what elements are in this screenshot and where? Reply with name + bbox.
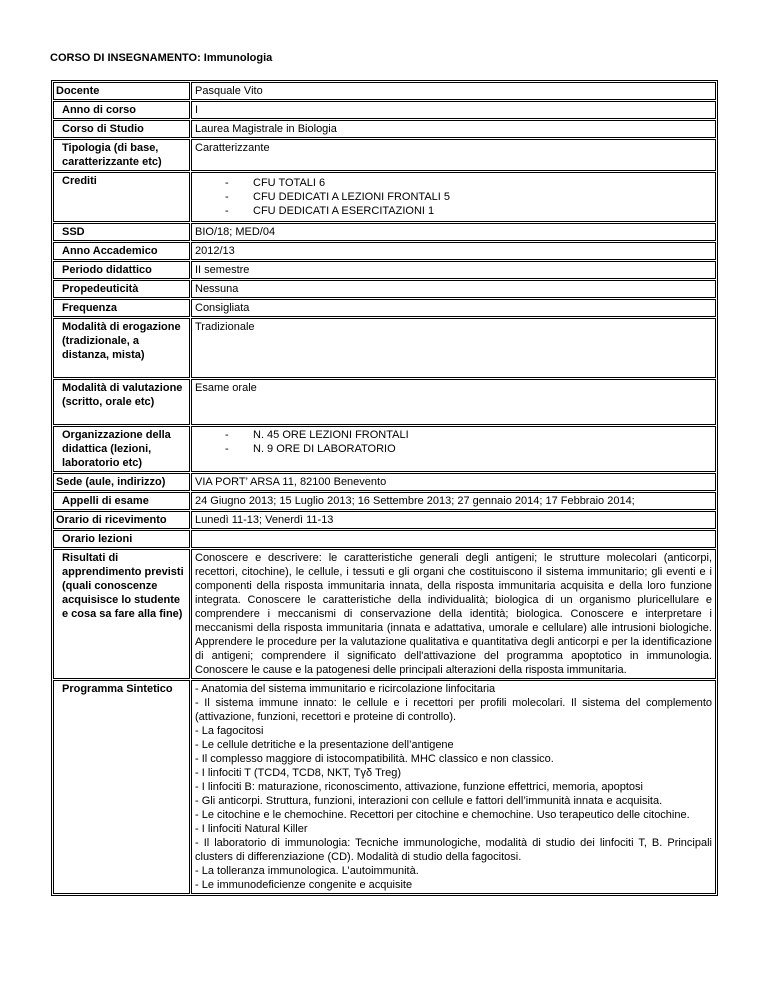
label-appelli: Appelli di esame [53, 492, 190, 510]
list-item: - Anatomia del sistema immunitario e ricircolazione linfocitaria [195, 683, 496, 695]
row-anno-corso [53, 101, 716, 119]
value-erogazione: Tradizionale [191, 318, 716, 378]
label-anno-corso: Anno di corso [53, 101, 190, 119]
row-ricevimento [53, 511, 716, 529]
value-periodo: II semestre [191, 261, 716, 279]
label-docente: Docente [53, 82, 190, 100]
value-ricevimento: Lunedì 11-13; Venerdì 11-13 [191, 511, 716, 529]
value-orario-lezioni [191, 530, 716, 548]
label-valutazione: Modalità di valutazione (scritto, orale etc) [53, 379, 190, 425]
value-organizzazione [191, 426, 716, 472]
list-item: - CFU TOTALI 6 [225, 176, 712, 190]
list-item: - Il laboratorio di immunologia: Tecniche immunologiche, modalità di studio dei linfociti T, B. Principali clusters di differenziazione (CD). Modalità di studio della fagocitosi. [195, 837, 712, 863]
crediti-list [195, 176, 712, 218]
document-title: CORSO DI INSEGNAMENTO: Immunologia [50, 52, 273, 64]
value-tipologia: Caratterizzante [191, 139, 716, 171]
label-risultati: Risultati di apprendimento previsti (quali conoscenze acquisisce lo studente e cosa sa fare alla fine) [53, 549, 190, 679]
row-sede [53, 473, 716, 491]
value-docente: Pasquale Vito [191, 82, 716, 100]
label-erogazione: Modalità di erogazione (tradizionale, a distanza, mista) [53, 318, 190, 378]
row-corso-studio [53, 120, 716, 138]
row-propedeuticita [53, 280, 716, 298]
value-anno-accademico: 2012/13 [191, 242, 716, 260]
list-item: - Le immunodeficienze congenite e acquisite [195, 879, 413, 891]
value-frequenza: Consigliata [191, 299, 716, 317]
label-anno-accademico: Anno Accademico [53, 242, 190, 260]
row-anno-accademico [53, 242, 716, 260]
value-risultati: Conoscere e descrivere: le caratteristiche generali degli antigeni; le strutture molecolari (anticorpi, recettori, citochine), le cellule, i tessuti e gli organi che costituiscono il sistema immunitario; gli eventi e i componenti della risposta immunitaria innata, della risposta immunitaria acquisita e della loro funzione integrata. Conoscere le caratteristiche della individualità; biologica di un organismo pluricellulare e comprendere i meccanismi di conservazione della identità; biologica. Conoscere e interpretare i meccanismi della risposta immunitaria (innata e adattativa, umorale e cellulare) alle intrusioni biologiche. Apprendere le procedure per la valutazione qualitativa e quantitativa degli anticorpi e per la identificazione di antigeni; comprendere il significato dell'attivazione del programma apoptotico in immunologia. Conoscere le cause e la patogenesi delle principali alterazioni della risposta immunitaria. [191, 549, 716, 679]
value-appelli: 24 Giugno 2013; 15 Luglio 2013; 16 Settembre 2013; 27 gennaio 2014; 17 Febbraio 2014; [191, 492, 716, 510]
label-ricevimento: Orario di ricevimento [53, 511, 190, 529]
label-periodo: Periodo didattico [53, 261, 190, 279]
list-item: - La tolleranza immunologica. L’autoimmunità. [195, 865, 419, 877]
value-propedeuticita: Nessuna [191, 280, 716, 298]
list-item: - Il sistema immune innato: le cellule e i recettori per profili molecolari. Il sistema del complemento (attivazione, funzioni, recettori e proteine di controllo). [195, 697, 712, 723]
label-ssd: SSD [53, 223, 190, 241]
label-frequenza: Frequenza [53, 299, 190, 317]
value-sede: VIA PORT’ ARSA 11, 82100 Benevento [191, 473, 716, 491]
label-crediti: Crediti [53, 172, 190, 222]
organizzazione-list [195, 428, 712, 456]
list-item: - Gli anticorpi. Struttura, funzioni, interazioni con cellule e fattori dell’immunità innata e acquisita. [195, 795, 663, 807]
value-ssd: BIO/18; MED/04 [191, 223, 716, 241]
row-valutazione [53, 379, 716, 425]
label-programma: Programma Sintetico [53, 680, 190, 894]
row-appelli [53, 492, 716, 510]
list-item: - La fagocitosi [195, 725, 264, 737]
label-corso-studio: Corso di Studio [53, 120, 190, 138]
row-erogazione [53, 318, 716, 378]
row-docente [53, 82, 716, 100]
label-propedeuticita: Propedeuticità [53, 280, 190, 298]
list-item: - Le cellule detritiche e la presentazione dell’antigene [195, 739, 454, 751]
list-item: - CFU DEDICATI A LEZIONI FRONTALI 5 [225, 190, 712, 204]
label-sede: Sede (aule, indirizzo) [53, 473, 190, 491]
value-programma [191, 680, 716, 894]
row-organizzazione [53, 426, 716, 472]
label-tipologia: Tipologia (di base, caratterizzante etc) [53, 139, 190, 171]
list-item: - Le citochine e le chemochine. Recettori per citochine e chemochine. Uso terapeutico delle citochine. [195, 809, 690, 821]
list-item: - I linfociti B: maturazione, riconoscimento, attivazione, funzione effettrici, memoria, apoptosi [195, 781, 643, 793]
course-table [51, 80, 718, 896]
value-crediti [191, 172, 716, 222]
row-risultati [53, 549, 716, 679]
row-programma [53, 680, 716, 894]
row-ssd [53, 223, 716, 241]
list-item: - N. 45 ORE LEZIONI FRONTALI [225, 428, 712, 442]
value-corso-studio: Laurea Magistrale in Biologia [191, 120, 716, 138]
row-frequenza [53, 299, 716, 317]
list-item: - I linfociti T (TCD4, TCD8, NKT, Tγδ Treg) [195, 767, 401, 779]
row-periodo [53, 261, 716, 279]
value-anno-corso: I [191, 101, 716, 119]
label-organizzazione: Organizzazione della didattica (lezioni, laboratorio etc) [53, 426, 190, 472]
list-item: - CFU DEDICATI A ESERCITAZIONI 1 [225, 204, 712, 218]
list-item: - N. 9 ORE DI LABORATORIO [225, 442, 712, 456]
value-valutazione: Esame orale [191, 379, 716, 425]
list-item: - I linfociti Natural Killer [195, 823, 308, 835]
row-tipologia [53, 139, 716, 171]
row-orario-lezioni [53, 530, 716, 548]
row-crediti [53, 172, 716, 222]
list-item: - Il complesso maggiore di istocompatibilità. MHC classico e non classico. [195, 753, 554, 765]
label-orario-lezioni: Orario lezioni [53, 530, 190, 548]
